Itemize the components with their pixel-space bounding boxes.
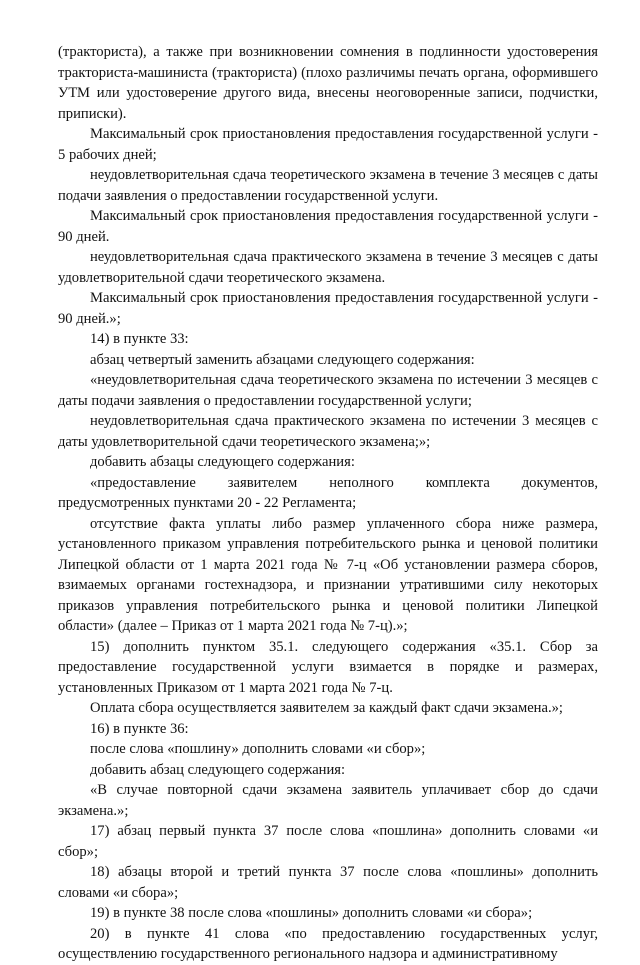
paragraph: отсутствие факта уплаты либо размер уплаченного сбора ниже размера, установленного приказом управления потребительского рынка и ценовой политики Липецкой области от 1 марта 2021 года № 7-ц «Об установлении размера сборов, взимаемых органами гостехнадзора, и признании утратившими силу некоторых приказов управления потребительского рынка и ценовой политики Липецкой области» (далее – Приказ от 1 марта 2021 года № 7-ц).»;: [58, 515, 598, 634]
paragraph: добавить абзац следующего содержания:: [90, 761, 346, 778]
paragraph: Максимальный срок приостановления предоставления государственной услуги - 90 дней.: [58, 208, 598, 245]
paragraph: неудовлетворительная сдача теоретического экзамена в течение 3 месяцев с даты подачи заявления о предоставлении государственной услуги.: [58, 167, 598, 204]
paragraph: 14) в пункте 33:: [90, 331, 189, 347]
paragraph: добавить абзацы следующего содержания:: [90, 454, 355, 470]
paragraph: Максимальный срок приостановления предоставления государственной услуги - 5 рабочих дней;: [58, 126, 598, 163]
paragraph: «предоставление заявителем неполного комплекта документов, предусмотренных пунктами 20 - 22 Регламента;: [58, 474, 598, 511]
paragraph: 19) в пункте 38 после слова «пошлины» дополнить словами «и сбора»;: [90, 905, 533, 921]
paragraph: 16) в пункте 36:: [90, 720, 189, 737]
paragraph: 15) дополнить пунктом 35.1. следующего содержания «35.1. Сбор за предоставление государственной услуги взимается в порядке и размерах, установленных Приказом от 1 марта 2021 года № 7-ц.: [58, 638, 598, 696]
paragraph: неудовлетворительная сдача практического экзамена по истечении 3 месяцев с даты удовлетворительной сдачи теоретического экзамена;»;: [58, 413, 598, 450]
paragraph: неудовлетворительная сдача практического экзамена в течение 3 месяцев с даты удовлетворительной сдачи теоретического экзамена.: [58, 249, 598, 286]
paragraph: Максимальный срок приостановления предоставления государственной услуги - 90 дней.»;: [58, 290, 598, 327]
paragraph: «неудовлетворительная сдача теоретического экзамена по истечении 3 месяцев с даты подачи заявления о предоставлении государственной услуги;: [58, 372, 598, 409]
paragraph: абзац четвертый заменить абзацами следующего содержания:: [90, 351, 475, 368]
paragraph: 17) абзац первый пункта 37 после слова «пошлина» дополнить словами «и сбор»;: [58, 823, 598, 860]
paragraph: 18) абзацы второй и третий пункта 37 после слова «пошлины» дополнить словами «и сбора»;: [58, 864, 598, 901]
paragraph: после слова «пошлину» дополнить словами «и сбор»;: [90, 741, 426, 757]
paragraph: 20) в пункте 41 слова «по предоставлению государственных услуг, осуществлению государственного регионального надзора и административному: [58, 925, 598, 962]
document-page: [58, 42, 598, 965]
paragraph: Оплата сбора осуществляется заявителем за каждый факт сдачи экзамена.»;: [90, 700, 563, 716]
paragraph: «В случае повторной сдачи экзамена заявитель уплачивает сбор до сдачи экзамена.»;: [58, 782, 598, 819]
paragraph: (тракториста), а также при возникновении сомнения в подлинности удостоверения тракториста-машиниста (тракториста) (плохо различимы печать органа, оформившего УТМ или удостоверение другого вида, внесены неоговоренные записи, подчистки, приписки).: [58, 44, 598, 122]
